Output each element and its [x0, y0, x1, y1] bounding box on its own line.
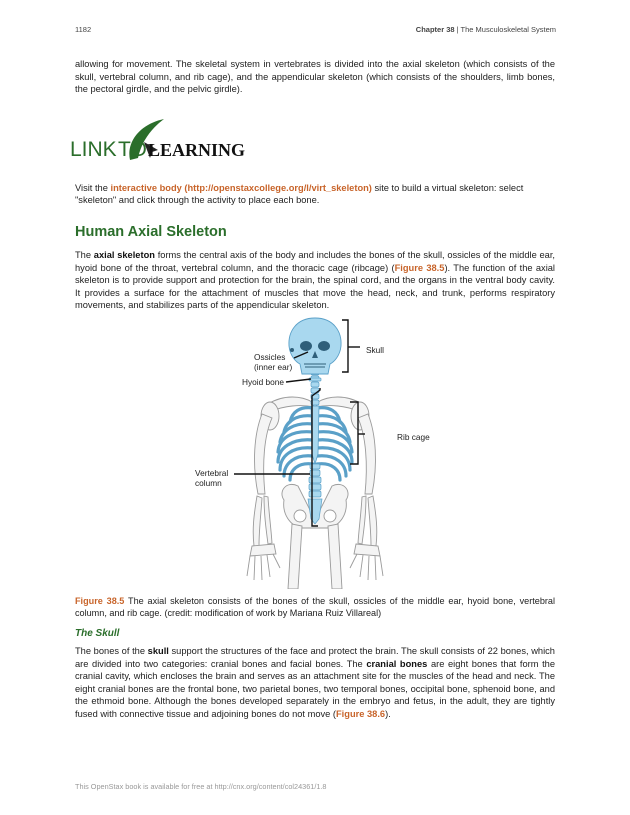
chapter-title: The Musculoskeletal System — [460, 25, 556, 34]
logo-word-link: LINK — [70, 138, 117, 161]
caption-figure-label: Figure 38.5 — [75, 596, 125, 606]
figure-38-6-ref[interactable]: Figure 38.6 — [336, 708, 386, 719]
page-number: 1182 — [75, 25, 92, 34]
term-skull: skull — [147, 646, 169, 656]
intro-paragraph: allowing for movement. The skeletal system in vertebrates is divided into the axial skeleton (which consists of the skull, vertebral column, and rib cage), and the appendicular skeleton (which consists of the shoulders, limb bones, the pectoral girdle, and the pelvic girdle). — [75, 59, 555, 95]
label-ossicles-line1: Ossicles — [254, 352, 286, 362]
label-rib-cage: Rib cage — [397, 432, 430, 442]
logo-word-to: TO — [118, 138, 147, 161]
chapter-number: Chapter 38 — [415, 25, 455, 34]
skull-paragraph: The bones of the skull support the structures of the face and protect the brain. The skull consists of 22 bones, which are divided into two categories: cranial bones and facial bones. The cranial bones are eight bones that form the cranial cavity, which encloses the brain and serves as an attachment site for the muscles of the head and neck. The eight cranial bones are the frontal bone, two parietal bones, two temporal bones, occipital bone, sphenoid bone, and the ethmoid bone. Although the bones developed separately in the embryo and fetus, in the adult, they are tightly fused with connective tissue and adjoining bones do not move (Figure 38.6). — [75, 646, 555, 719]
interactive-body-link[interactable]: interactive body (http://openstaxcollege.org/l/virt_skeleton) — [110, 183, 372, 193]
term-cranial-bones: cranial bones — [366, 658, 428, 669]
axial-skeleton-paragraph: The axial skeleton forms the central axis of the body and includes the bones of the skull, ossicles of the middle ear, hyoid bone of the throat, vertebral column, and the thoracic cage (ribcage) (Figure 38.5). The function of the axial skeleton is to provide support and protection for the brain, the spinal cord, and the organs in the ventral body cavity. It provides a surface for the attachment of muscles that move the head, neck, and trunk, performs respiratory movements, and stabilizes parts of the appendicular skeleton. — [75, 250, 556, 311]
label-ossicles-line2: (inner ear) — [254, 362, 293, 372]
logo-word-learning: LEARNING — [148, 140, 246, 160]
axial-skeleton-figure — [180, 314, 450, 589]
section-heading: Human Axial Skeleton — [75, 224, 227, 240]
link-to-learning-text: Visit the interactive body (http://openstaxcollege.org/l/virt_skeleton) site to build a virtual skeleton: select "skeleton" and click through the activity to place each bone. — [75, 183, 524, 206]
skull-drawing — [289, 318, 341, 381]
label-vertebral-line2: column — [195, 478, 222, 488]
label-skull: Skull — [366, 345, 384, 355]
label-hyoid-bone: Hyoid bone — [242, 377, 284, 387]
header-separator: | — [454, 25, 461, 34]
term-axial-skeleton: axial skeleton — [93, 250, 155, 260]
skull-subheading: The Skull — [75, 628, 120, 639]
figure-caption: Figure 38.5 The axial skeleton consists of the bones of the skull, ossicles of the middle ear, hyoid bone, vertebral column, and rib cage. (credit: modification of work by Mariana Ruiz Villareal) — [75, 596, 555, 619]
link-to-learning-logo — [68, 116, 248, 170]
label-vertebral-line1: Vertebral — [195, 468, 229, 478]
page-footer: This OpenStax book is available for free at http://cnx.org/content/col24361/1.8 — [75, 782, 327, 791]
running-header — [416, 25, 556, 34]
figure-38-5-ref[interactable]: Figure 38.5 — [394, 262, 445, 273]
